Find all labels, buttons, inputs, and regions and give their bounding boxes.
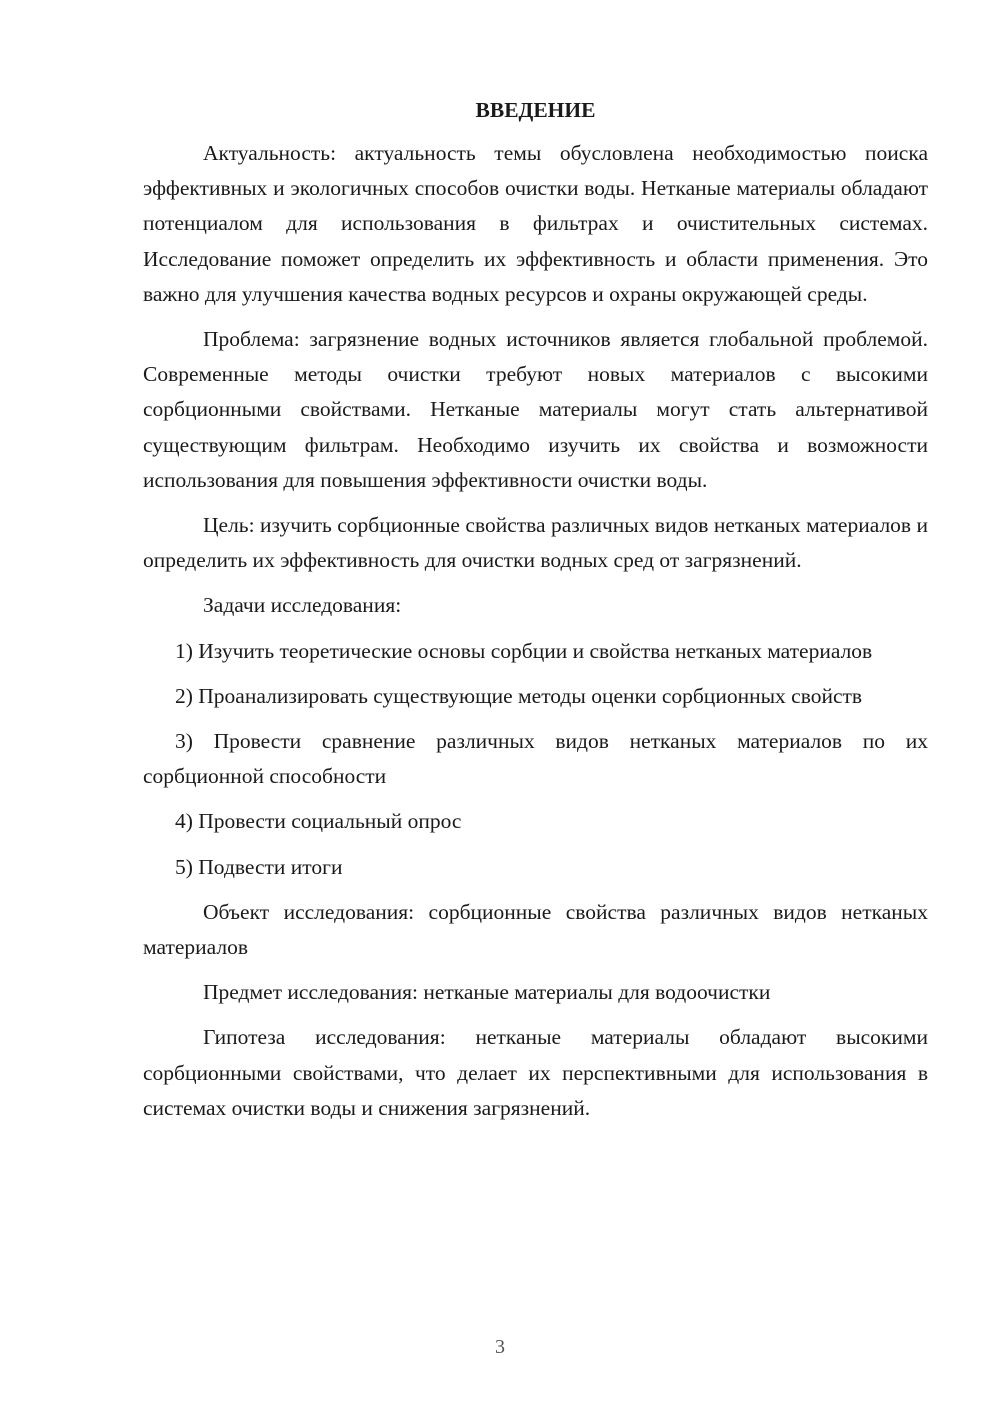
task-item-2: 2) Проанализировать существующие методы оценки сорбционных свойств: [175, 683, 863, 708]
paragraph-tasks-heading: Задачи исследования:: [203, 593, 402, 618]
page-number: 3: [495, 1336, 505, 1358]
page-title: ВВЕДЕНИЕ: [475, 98, 596, 122]
paragraph-relevance: Актуальность: актуальность темы обусловлена необходимостью поиска эффективных и экологичных способов очистки воды. Нетканые материалы обладают потенциалом для использования в фильтрах и очистительных системах. Исследование поможет определить их эффективность и области применения. Это важно для улучшения качества водных ресурсов и охраны окружающей среды.: [143, 141, 928, 306]
task-item-5: 5) Подвести итоги: [175, 854, 343, 879]
paragraph-problem: Проблема: загрязнение водных источников является глобальной проблемой. Современные методы очистки требуют новых материалов с высокими сорбционными свойствами. Нетканые материалы могут стать альтернативой существующим фильтрам. Необходимо изучить их свойства и возможности использования для повышения эффективности очистки воды.: [143, 327, 928, 492]
document-body: [143, 94, 928, 1126]
paragraph-object: Объект исследования: сорбционные свойства различных видов нетканых материалов: [143, 899, 928, 960]
task-item-3: 3) Провести сравнение различных видов нетканых материалов по их сорбционной способности: [143, 729, 928, 789]
paragraph-subject: Предмет исследования: нетканые материалы для водоочистки: [203, 980, 771, 1005]
task-item-1: 1) Изучить теоретические основы сорбции и свойства нетканых материалов: [175, 638, 873, 663]
task-item-4: 4) Провести социальный опрос: [175, 809, 462, 834]
paragraph-hypothesis: Гипотеза исследования: нетканые материалы обладают высокими сорбционными свойствами, что делает их перспективными для использования в системах очистки воды и снижения загрязнений.: [143, 1025, 928, 1120]
paragraph-goal: Цель: изучить сорбционные свойства различных видов нетканых материалов и определить их эффективность для очистки водных сред от загрязнений.: [143, 513, 928, 573]
